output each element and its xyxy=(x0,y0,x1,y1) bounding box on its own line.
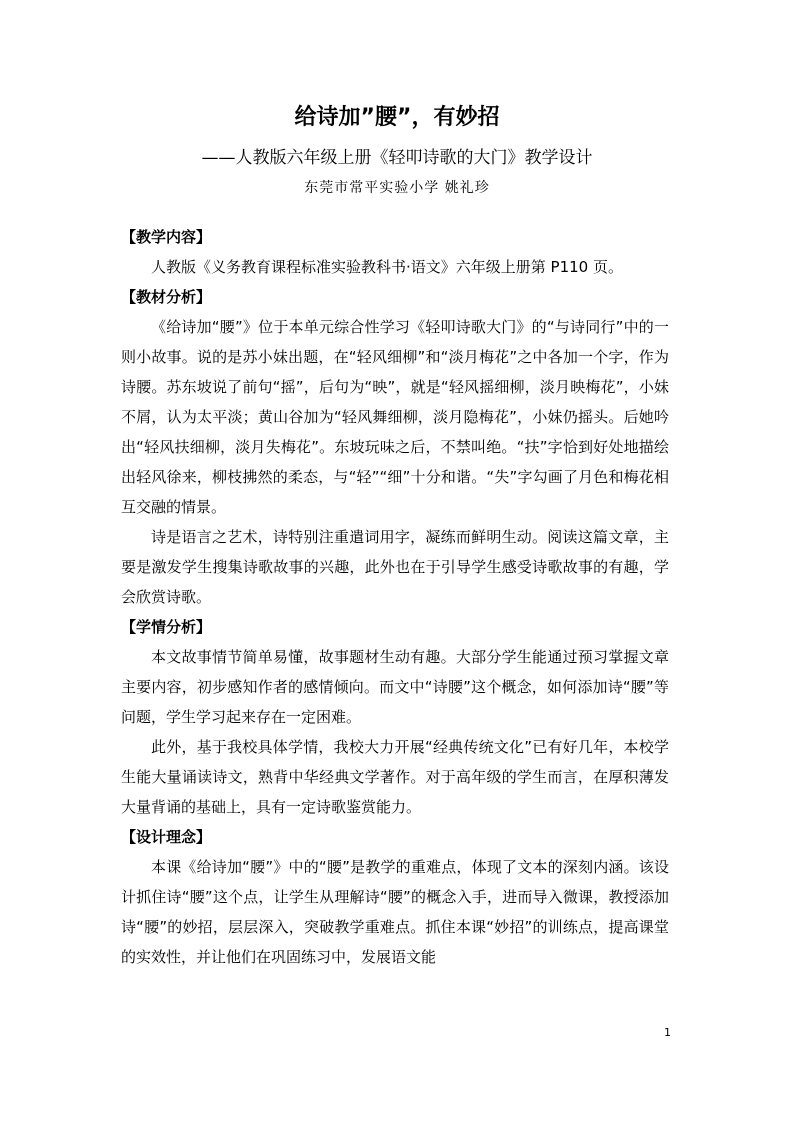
section-paragraph: 诗是语言之艺术，诗特别注重遣词用字，凝练而鲜明生动。阅读这篇文章，主要是激发学生搜集诗歌故事的兴趣，此外也在于引导学生感受诗歌故事的有趣，学会欣赏诗歌。 xyxy=(121,528,669,606)
section-paragraph: 此外，基于我校具体学情，我校大力开展“经典传统文化”已有好几年，本校学生能大量诵读诗文，熟背中华经典文学著作。对于高年级的学生而言，在厚积薄发大量背诵的基础上，具有一定诗歌鉴赏能力。 xyxy=(121,738,669,816)
document-subtitle: ——人教版六年级上册《轻叩诗歌的大门》教学设计 xyxy=(201,148,593,168)
section-heading: 【学情分析】 xyxy=(121,618,212,636)
section-paragraph: 本文故事情节简单易懂，故事题材生动有趣。大部分学生能通过预习掌握文章主要内容，初步感知作者的感情倾向。而文中“诗腰”这个概念，如何添加诗“腰”等问题，学生学习起来存在一定困难。 xyxy=(121,648,669,726)
section-heading: 【教材分析】 xyxy=(121,288,212,306)
section-paragraph: 《给诗加“腰”》位于本单元综合性学习《轻叩诗歌大门》的“与诗同行”中的一则小故事。说的是苏小妹出题，在“轻风细柳”和“淡月梅花”之中各加一个字，作为诗腰。苏东坡说了前句“摇”，后句为“映”，就是“轻风摇细柳，淡月映梅花”，小妹不屑，认为太平淡；黄山谷加为“轻风舞细柳，淡月隐梅花”，小妹仍摇头。后她吟出“轻风扶细柳，淡月失梅花”。东坡玩味之后，不禁叫绝。“扶”字恰到好处地描绘出轻风徐来，柳枝拂然的柔态，与“轻”“细”十分和谐。“失”字勾画了月色和梅花相互交融的情景。 xyxy=(121,318,669,516)
section-design-concept xyxy=(121,822,669,972)
section-paragraph: 人教版《义务教育课程标准实验教科书·语文》六年级上册第 P110 页。 xyxy=(151,258,623,276)
document-body xyxy=(121,222,669,972)
section-teaching-content xyxy=(121,222,669,282)
document-title: 给诗加”腰”，有妙招 xyxy=(294,105,500,130)
section-textbook-analysis xyxy=(121,282,669,612)
section-learner-analysis xyxy=(121,612,669,822)
section-heading: 【设计理念】 xyxy=(121,828,212,846)
section-heading: 【教学内容】 xyxy=(121,228,212,246)
document-author: 东莞市常平实验小学 姚礼珍 xyxy=(304,180,490,196)
page-number: 1 xyxy=(664,1026,671,1039)
section-paragraph: 本课《给诗加“腰”》中的“腰”是教学的重难点，体现了文本的深刻内涵。该设计抓住诗“腰”这个点，让学生从理解诗“腰”的概念入手，进而导入微课，教授添加诗“腰”的妙招，层层深入，突破教学重难点。抓住本课“妙招”的训练点，提高课堂的实效性，并让他们在巩固练习中，发展语文能 xyxy=(121,858,669,966)
